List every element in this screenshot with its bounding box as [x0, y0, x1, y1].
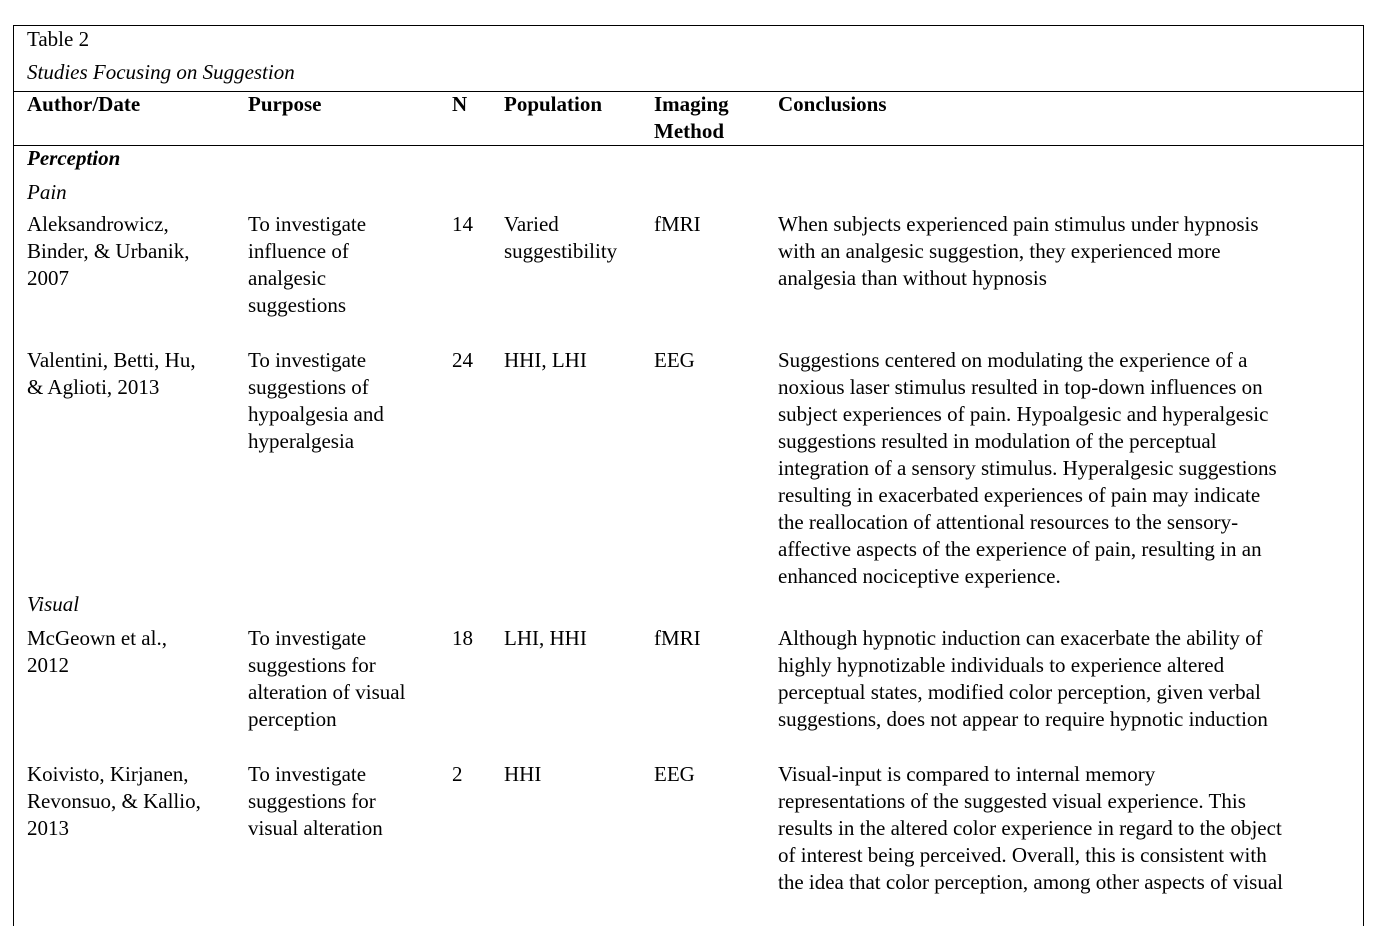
- row-imaging-line: fMRI: [654, 626, 701, 650]
- table-title: Studies Focusing on Suggestion: [27, 60, 295, 84]
- row-author-line: Koivisto, Kirjanen,: [27, 762, 189, 786]
- row-author-line: 2013: [27, 816, 69, 840]
- row-imaging-line: fMRI: [654, 212, 701, 236]
- row-population-line: HHI, LHI: [504, 348, 587, 372]
- row-population-line: Varied: [504, 212, 559, 236]
- row-conclusions-line: the idea that color perception, among other aspects of visual: [778, 870, 1283, 894]
- row-population-line: HHI: [504, 762, 542, 786]
- row-conclusions-line: enhanced nociceptive experience.: [778, 564, 1061, 588]
- row-conclusions-line: Although hypnotic induction can exacerbate the ability of: [778, 626, 1263, 650]
- row-n-line: 2: [452, 762, 463, 786]
- row-author-line: Valentini, Betti, Hu,: [27, 348, 196, 372]
- row-conclusions-line: subject experiences of pain. Hypoalgesic and hyperalgesic: [778, 402, 1269, 426]
- row-purpose-line: To investigate: [248, 626, 367, 650]
- row-conclusions-line: suggestions resulted in modulation of the perceptual: [778, 429, 1217, 453]
- row-author-line: McGeown et al.,: [27, 626, 167, 650]
- row-conclusions-line: integration of a sensory stimulus. Hyperalgesic suggestions: [778, 456, 1277, 480]
- row-purpose-line: perception: [248, 707, 337, 731]
- row-purpose-line: hyperalgesia: [248, 429, 355, 453]
- header-population: Population: [504, 92, 603, 116]
- row-conclusions-line: highly hypnotizable individuals to experience altered: [778, 653, 1225, 677]
- row-imaging-line: EEG: [654, 762, 695, 786]
- header-author: Author/Date: [27, 92, 141, 116]
- row-author-line: & Aglioti, 2013: [27, 375, 160, 399]
- header-imaging-line1: Imaging: [654, 92, 729, 116]
- row-conclusions-line: results in the altered color experience in regard to the object: [778, 816, 1282, 840]
- row-conclusions-line: resulting in exacerbated experiences of pain may indicate: [778, 483, 1261, 507]
- row-purpose-line: influence of: [248, 239, 349, 263]
- row-conclusions-line: perceptual states, modified color perception, given verbal: [778, 680, 1261, 704]
- row-conclusions-line: analgesia than without hypnosis: [778, 266, 1047, 290]
- row-n-line: 24: [452, 348, 473, 372]
- row-author-line: 2007: [27, 266, 69, 290]
- row-author-line: 2012: [27, 653, 69, 677]
- row-n-line: 18: [452, 626, 473, 650]
- header-bottom-rule: [13, 145, 1364, 146]
- row-imaging-line: EEG: [654, 348, 695, 372]
- row-conclusions-line: Visual-input is compared to internal memory: [778, 762, 1156, 786]
- row-n-line: 14: [452, 212, 473, 236]
- section-perception: Perception: [27, 146, 121, 170]
- row-author-line: Revonsuo, & Kallio,: [27, 789, 201, 813]
- table-label: Table 2: [27, 27, 90, 51]
- subsection-pain: Pain: [27, 180, 67, 204]
- row-purpose-line: To investigate: [248, 212, 367, 236]
- row-purpose-line: suggestions of: [248, 375, 369, 399]
- subsection-visual: Visual: [27, 592, 80, 616]
- row-purpose-line: analgesic: [248, 266, 327, 290]
- row-purpose-line: suggestions for: [248, 789, 376, 813]
- row-conclusions-line: When subjects experienced pain stimulus under hypnosis: [778, 212, 1259, 236]
- row-conclusions-line: the reallocation of attentional resources to the sensory-: [778, 510, 1239, 534]
- row-conclusions-line: of interest being perceived. Overall, this is consistent with: [778, 843, 1267, 867]
- header-n: N: [452, 92, 468, 116]
- row-population-line: LHI, HHI: [504, 626, 587, 650]
- row-conclusions-line: representations of the suggested visual experience. This: [778, 789, 1246, 813]
- row-purpose-line: hypoalgesia and: [248, 402, 384, 426]
- row-purpose-line: suggestions for: [248, 653, 376, 677]
- row-purpose-line: alteration of visual: [248, 680, 406, 704]
- row-conclusions-line: with an analgesic suggestion, they experienced more: [778, 239, 1221, 263]
- row-conclusions-line: suggestions, does not appear to require hypnotic induction: [778, 707, 1268, 731]
- row-author-line: Binder, & Urbanik,: [27, 239, 190, 263]
- header-purpose: Purpose: [248, 92, 322, 116]
- row-purpose-line: To investigate: [248, 348, 367, 372]
- row-conclusions-line: noxious laser stimulus resulted in top-down influences on: [778, 375, 1263, 399]
- row-conclusions-line: Suggestions centered on modulating the experience of a: [778, 348, 1248, 372]
- row-author-line: Aleksandrowicz,: [27, 212, 169, 236]
- row-conclusions-line: affective aspects of the experience of pain, resulting in an: [778, 537, 1262, 561]
- row-purpose-line: suggestions: [248, 293, 347, 317]
- row-population-line: suggestibility: [504, 239, 618, 263]
- header-conclusions: Conclusions: [778, 92, 887, 116]
- row-purpose-line: To investigate: [248, 762, 367, 786]
- row-purpose-line: visual alteration: [248, 816, 383, 840]
- header-imaging-line2: Method: [654, 119, 724, 143]
